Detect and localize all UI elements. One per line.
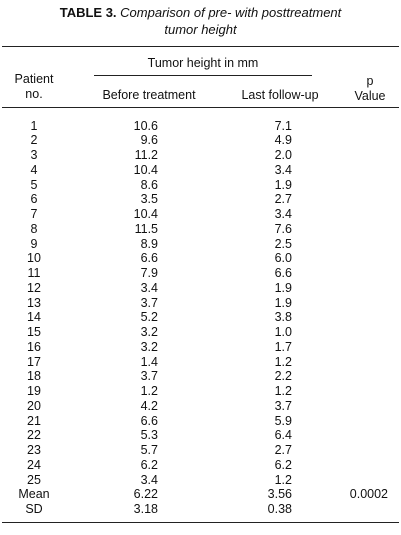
- cell-patient: Mean: [18, 487, 50, 502]
- cell-before-treatment: 10.4: [133, 162, 158, 177]
- cell-patient: 5: [30, 177, 38, 192]
- header-before-treatment: Before treatment: [102, 88, 196, 102]
- cell-patient: 25: [27, 472, 41, 487]
- cell-patient: 21: [27, 413, 41, 428]
- cell-patient: 7: [30, 207, 38, 221]
- table-row: [0, 178, 401, 193]
- header-p-line2: Value: [354, 89, 386, 103]
- table-row: [0, 119, 401, 134]
- cell-last-follow-up: 6.4: [274, 428, 292, 443]
- cell-patient: 22: [27, 428, 41, 443]
- cell-before-treatment: 3.5: [140, 192, 158, 207]
- header-rule: [2, 107, 399, 108]
- table-row: [0, 133, 401, 148]
- cell-before-treatment: 11.2: [134, 148, 158, 162]
- table-caption-line2: tumor height: [164, 22, 237, 37]
- cell-last-follow-up: 4.9: [274, 133, 292, 148]
- table-row: [0, 355, 401, 370]
- cell-patient: 16: [27, 339, 41, 354]
- table-row: [0, 192, 401, 207]
- table-row: [0, 458, 401, 473]
- cell-patient: 9: [30, 236, 38, 251]
- header-patient-line2: no.: [25, 87, 43, 101]
- cell-before-treatment: 11.5: [134, 221, 158, 236]
- cell-patient: 11: [27, 266, 41, 280]
- bottom-rule: [2, 522, 399, 523]
- table-label: TABLE 3.: [59, 5, 117, 20]
- table-row: [0, 281, 401, 296]
- cell-patient: 6: [30, 192, 38, 207]
- table-row: [0, 148, 401, 163]
- cell-last-follow-up: 2.7: [274, 192, 292, 207]
- table-row: [0, 237, 401, 252]
- group-header-rule: [94, 75, 312, 76]
- table-row: [0, 266, 401, 281]
- table-row: [0, 443, 401, 458]
- table-title-line2: [0, 21, 401, 38]
- table-row: [0, 428, 401, 443]
- table-row: [0, 222, 401, 237]
- cell-before-treatment: 10.4: [133, 207, 158, 221]
- cell-last-follow-up: 1.2: [274, 354, 292, 369]
- cell-last-follow-up: 6.2: [274, 457, 292, 472]
- cell-before-treatment: 4.2: [140, 398, 158, 413]
- cell-patient: 24: [27, 457, 41, 472]
- cell-before-treatment: 8.9: [140, 236, 158, 251]
- cell-last-follow-up: 0.38: [267, 502, 292, 516]
- top-rule: [2, 46, 399, 47]
- cell-last-follow-up: 3.4: [274, 162, 292, 177]
- table-row: [0, 414, 401, 429]
- cell-last-follow-up: 1.7: [274, 339, 292, 354]
- table-row: [0, 473, 401, 488]
- table-title: [0, 4, 401, 38]
- cell-before-treatment: 9.6: [140, 133, 158, 148]
- cell-patient: 14: [27, 310, 41, 325]
- cell-p-value: 0.0002: [349, 487, 388, 502]
- cell-before-treatment: 6.6: [140, 413, 158, 428]
- cell-before-treatment: 1.2: [140, 384, 158, 398]
- cell-last-follow-up: 3.56: [267, 487, 292, 502]
- table-row: [0, 310, 401, 325]
- table-row: [0, 163, 401, 178]
- cell-patient: 4: [30, 162, 38, 177]
- cell-last-follow-up: 2.2: [274, 369, 292, 384]
- cell-last-follow-up: 3.4: [274, 207, 292, 221]
- cell-patient: 13: [27, 295, 41, 310]
- cell-patient: 18: [27, 369, 41, 384]
- table-row: [0, 325, 401, 340]
- cell-before-treatment: 3.7: [140, 369, 158, 384]
- cell-before-treatment: 7.9: [140, 266, 158, 280]
- table-row: [0, 502, 401, 517]
- cell-before-treatment: 6.6: [140, 251, 158, 266]
- cell-last-follow-up: 1.2: [274, 472, 292, 487]
- table-row: [0, 384, 401, 399]
- header-p-line1: p: [366, 74, 374, 88]
- cell-before-treatment: 6.2: [140, 457, 158, 472]
- cell-last-follow-up: 7.1: [274, 118, 292, 133]
- table-row: [0, 251, 401, 266]
- cell-patient: 23: [27, 443, 41, 457]
- cell-before-treatment: 3.4: [140, 280, 158, 295]
- cell-before-treatment: 5.3: [140, 428, 158, 443]
- cell-before-treatment: 8.6: [140, 177, 158, 192]
- table-row: [0, 487, 401, 502]
- cell-patient: 8: [30, 221, 38, 236]
- table-caption-line1: Comparison of pre- with posttreatment: [120, 5, 342, 20]
- header-group-tumor-height: Tumor height in mm: [147, 56, 259, 70]
- cell-before-treatment: 3.18: [133, 502, 158, 516]
- cell-last-follow-up: 2.5: [274, 236, 292, 251]
- cell-patient: 3: [30, 148, 38, 162]
- cell-last-follow-up: 1.0: [274, 325, 292, 339]
- cell-patient: 15: [27, 325, 41, 339]
- cell-before-treatment: 6.22: [133, 487, 158, 502]
- cell-before-treatment: 1.4: [140, 354, 158, 369]
- cell-patient: 10: [27, 251, 41, 266]
- cell-before-treatment: 3.2: [140, 325, 158, 339]
- cell-last-follow-up: 3.8: [274, 310, 292, 325]
- cell-last-follow-up: 6.0: [274, 251, 292, 266]
- cell-patient: 20: [27, 398, 41, 413]
- header-last-follow-up: Last follow-up: [241, 88, 319, 102]
- cell-last-follow-up: 7.6: [274, 221, 292, 236]
- cell-last-follow-up: 1.9: [274, 295, 292, 310]
- header-patient-line1: Patient: [14, 72, 54, 86]
- cell-last-follow-up: 5.9: [274, 413, 292, 428]
- table-row: [0, 399, 401, 414]
- cell-last-follow-up: 2.0: [274, 148, 292, 162]
- cell-last-follow-up: 3.7: [274, 398, 292, 413]
- cell-last-follow-up: 2.7: [274, 443, 292, 457]
- table-row: [0, 296, 401, 311]
- table-row: [0, 369, 401, 384]
- cell-patient: 1: [30, 118, 38, 133]
- cell-before-treatment: 5.7: [140, 443, 158, 457]
- cell-before-treatment: 3.4: [140, 472, 158, 487]
- table-title-line1: [0, 4, 401, 21]
- cell-before-treatment: 10.6: [133, 118, 158, 133]
- cell-before-treatment: 5.2: [140, 310, 158, 325]
- cell-before-treatment: 3.2: [140, 339, 158, 354]
- cell-last-follow-up: 1.9: [274, 177, 292, 192]
- cell-patient: 12: [27, 280, 41, 295]
- table-row: [0, 207, 401, 222]
- cell-last-follow-up: 1.9: [274, 280, 292, 295]
- cell-patient: 2: [30, 133, 38, 148]
- cell-patient: 19: [27, 384, 41, 398]
- cell-patient: SD: [25, 502, 43, 516]
- cell-patient: 17: [27, 354, 41, 369]
- table-row: [0, 340, 401, 355]
- cell-last-follow-up: 6.6: [274, 266, 292, 280]
- cell-last-follow-up: 1.2: [274, 384, 292, 398]
- cell-before-treatment: 3.7: [140, 295, 158, 310]
